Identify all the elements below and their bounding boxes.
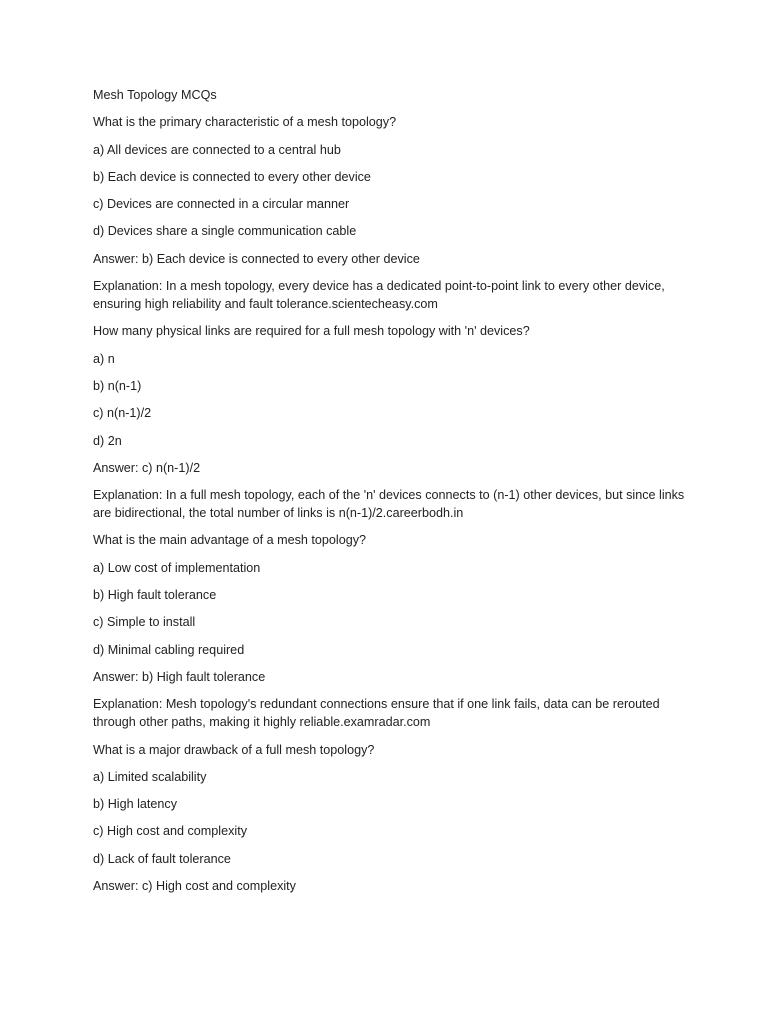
answer-text: Answer: b) High fault tolerance bbox=[93, 669, 266, 684]
question-text: What is the main advantage of a mesh topology? bbox=[93, 533, 367, 548]
question-text: What is a major drawback of a full mesh topology? bbox=[93, 742, 375, 757]
option-d: d) Devices share a single communication cable bbox=[93, 224, 357, 239]
option-d: d) Minimal cabling required bbox=[93, 642, 245, 657]
question-text: How many physical links are required for a full mesh topology with 'n' devices? bbox=[93, 324, 530, 339]
answer-text: Answer: b) Each device is connected to every other device bbox=[93, 251, 420, 266]
option-b: b) n(n-1) bbox=[93, 378, 142, 393]
option-d: d) 2n bbox=[93, 433, 122, 448]
explanation-text: Explanation: In a mesh topology, every device has a dedicated point-to-point link to every other device, ensuring high reliability and fault tolerance.scientecheasy.com bbox=[93, 279, 665, 312]
option-a: a) n bbox=[93, 351, 115, 366]
document-title: Mesh Topology MCQs bbox=[93, 88, 217, 102]
option-a: a) Low cost of implementation bbox=[93, 560, 261, 575]
option-a: a) Limited scalability bbox=[93, 769, 207, 784]
option-b: b) High fault tolerance bbox=[93, 588, 217, 603]
answer-text: Answer: c) High cost and complexity bbox=[93, 879, 296, 894]
explanation-text: Explanation: Mesh topology's redundant connections ensure that if one link fails, data can be rerouted through other paths, making it highly reliable.examradar.com bbox=[93, 697, 660, 730]
answer-text: Answer: c) n(n-1)/2 bbox=[93, 460, 201, 475]
option-b: b) High latency bbox=[93, 797, 177, 812]
question-text: What is the primary characteristic of a mesh topology? bbox=[93, 115, 397, 130]
option-c: c) n(n-1)/2 bbox=[93, 406, 152, 421]
document-page bbox=[93, 86, 693, 904]
option-d: d) Lack of fault tolerance bbox=[93, 851, 231, 866]
option-c: c) Simple to install bbox=[93, 615, 196, 630]
explanation-text: Explanation: In a full mesh topology, each of the 'n' devices connects to (n-1) other devices, but since links are bidirectional, the total number of links is n(n-1)/2.careerbodh.in bbox=[93, 488, 685, 521]
option-c: c) High cost and complexity bbox=[93, 824, 247, 839]
option-c: c) Devices are connected in a circular manner bbox=[93, 197, 350, 212]
option-a: a) All devices are connected to a central hub bbox=[93, 142, 341, 157]
option-b: b) Each device is connected to every other device bbox=[93, 169, 371, 184]
